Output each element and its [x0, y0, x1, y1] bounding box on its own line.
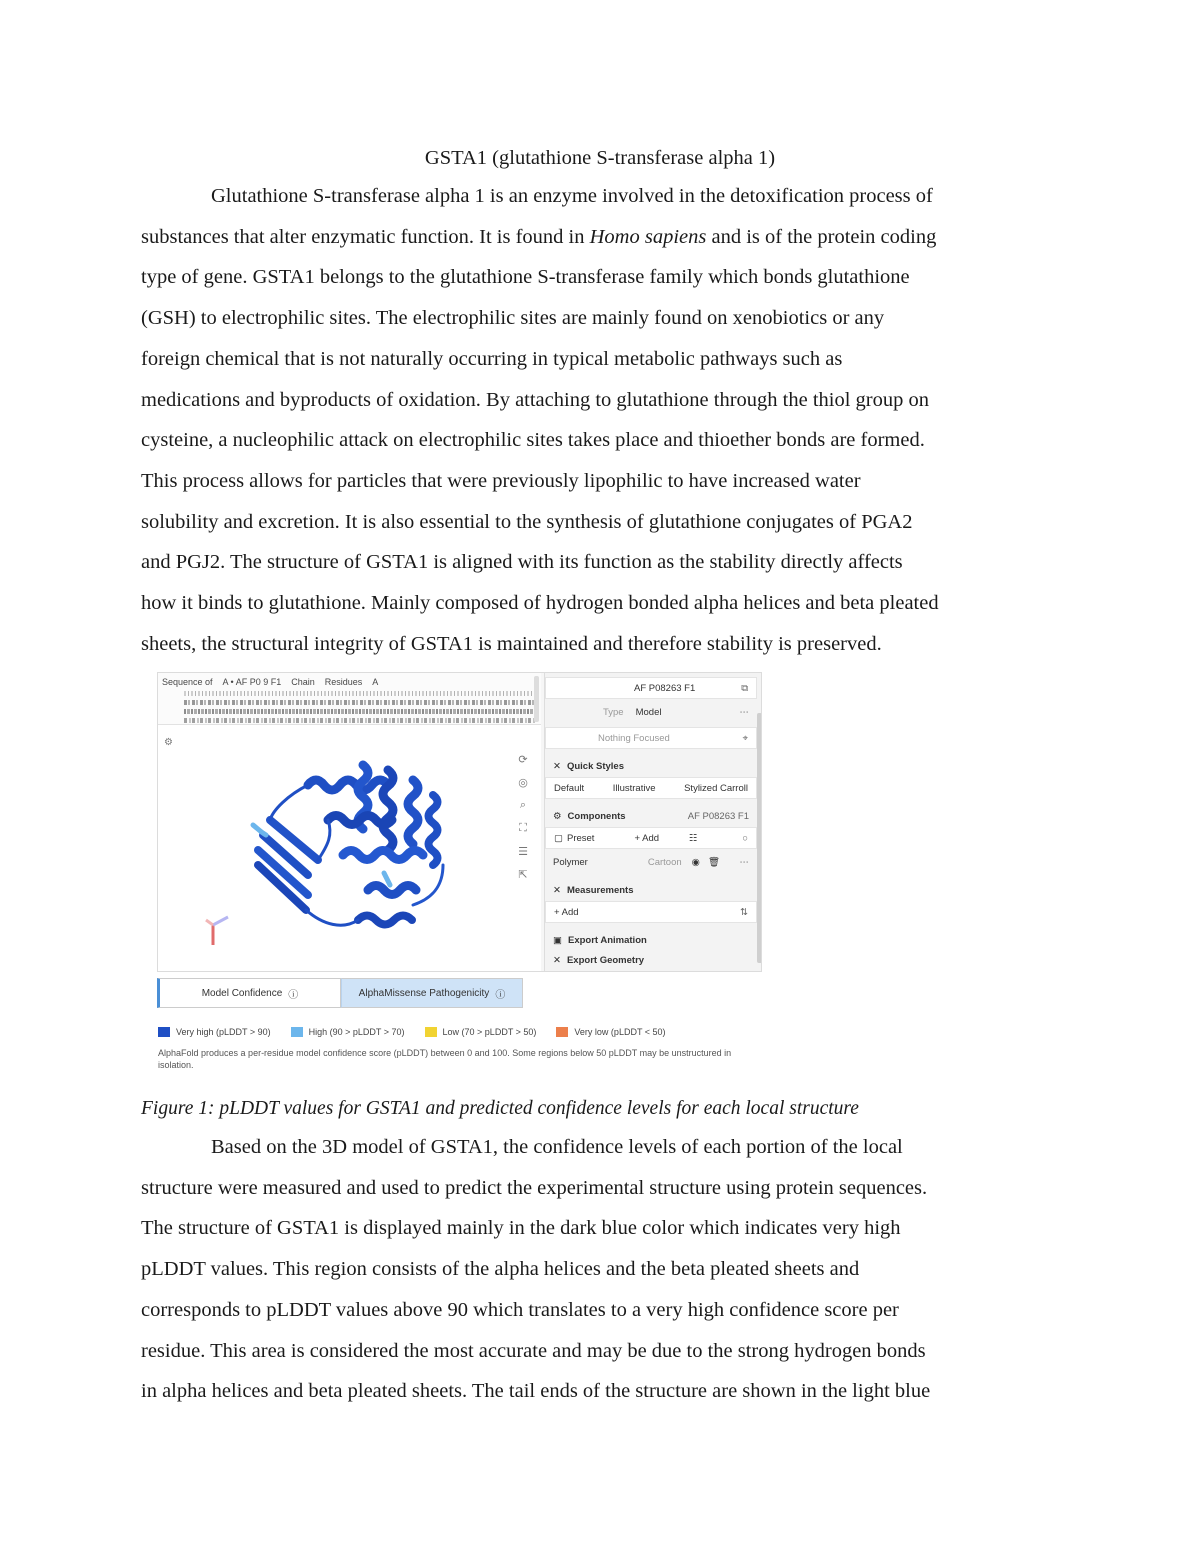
legend-item	[158, 1025, 271, 1039]
polymer-representation[interactable]: Cartoon	[647, 856, 682, 868]
sort-icon[interactable]: ⇅	[740, 906, 748, 918]
type-row	[545, 701, 757, 723]
text-line: structure were measured and used to predict the experimental structure using protein sequences.	[141, 1176, 928, 1199]
polymer-row[interactable]	[545, 851, 757, 873]
helix-segment	[368, 886, 416, 895]
preset-icon: ▢	[554, 832, 563, 844]
tail-segment	[384, 873, 390, 885]
sequence-residues[interactable]	[184, 718, 536, 723]
export-geometry-label: Export Geometry	[566, 954, 645, 966]
figure-caption: Figure 1: pLDDT values for GSTA1 and predicted confidence levels for each local structure	[141, 1098, 859, 1119]
preset-button[interactable]: Preset	[566, 832, 595, 844]
helix-segment	[308, 780, 388, 790]
sequence-chain-select[interactable]: Chain	[291, 677, 315, 687]
text-line: substances that alter enzymatic function. It is found in Homo sapiens and is of the protein coding	[141, 225, 937, 248]
tab-model-confidence[interactable]	[157, 978, 341, 1008]
tab-label: Model Confidence	[201, 987, 283, 999]
legend-item	[291, 1025, 405, 1039]
tab-alphamissense[interactable]	[341, 978, 523, 1008]
export-geometry-header[interactable]	[545, 949, 757, 971]
text-line: pLDDT values. This region consists of the alpha helices and the beta pleated sheets and	[141, 1258, 860, 1281]
viewport-toolbar	[516, 753, 530, 881]
legend-item	[556, 1025, 665, 1039]
structure-viewport[interactable]	[158, 725, 541, 971]
structure-entry[interactable]	[545, 677, 757, 699]
measurements-label: Measurements	[566, 884, 634, 896]
plddt-note: AlphaFold produces a per-residue model confidence score (pLDDT) between 0 and 100. Some regions below 50 pLDDT may be unstructured in isolation.	[158, 1048, 732, 1070]
text-line: The structure of GSTA1 is displayed mainly in the dark blue color which indicates very high	[141, 1217, 901, 1240]
text-line: residue. This area is considered the most accurate and may be due to the strong hydrogen bonds	[141, 1339, 926, 1362]
reset-camera-icon[interactable]: ⟳	[518, 754, 528, 766]
protein-cartoon	[158, 725, 541, 971]
paragraph-intro	[141, 176, 1071, 664]
focus-label: Nothing Focused	[598, 732, 670, 744]
text-line: solubility and excretion. It is also essential to the synthesis of glutathione conjugates of PGA2	[141, 510, 913, 533]
components-header[interactable]	[545, 805, 757, 827]
camera-icon: ▣	[553, 934, 562, 946]
sequence-residues[interactable]	[184, 700, 536, 705]
quick-styles-label: Quick Styles	[566, 760, 624, 772]
text-line: and PGJ2. The structure of GSTA1 is aligned with its function as the stability directly affects	[141, 551, 903, 574]
loop-segment	[306, 910, 358, 925]
structure-entry-label: AF P08263 F1	[634, 682, 696, 694]
text-line: sheets, the structural integrity of GSTA1 is maintained and therefore stability is preserved.	[141, 632, 882, 655]
loop-segment	[270, 785, 308, 820]
measurements-icon: ✕	[553, 884, 561, 896]
zoom-icon[interactable]: ⌕	[519, 799, 527, 811]
sequence-chain-id[interactable]: A	[372, 677, 379, 687]
text-line: cysteine, a nucleophilic attack on electrophilic sites takes place and thioether bonds are formed.	[141, 429, 925, 452]
text-line: (GSH) to electrophilic sites. The electrophilic sites are mainly found on xenobiotics or any	[141, 307, 885, 330]
expand-icon[interactable]: ⛶	[519, 822, 527, 834]
text-line: Based on the 3D model of GSTA1, the confidence levels of each portion of the local	[211, 1136, 903, 1158]
sequence-header	[162, 676, 538, 688]
copy-icon[interactable]: ⧉	[741, 682, 748, 694]
paragraph-analysis	[141, 1127, 1071, 1412]
measurements-header[interactable]	[545, 879, 757, 901]
sequence-entry-select[interactable]: A • AF P0 9 F1	[222, 677, 282, 687]
text-line: how it binds to glutathione. Mainly composed of hydrogen bonded alpha helices and beta pleated	[141, 592, 939, 615]
beta-strand	[270, 820, 318, 860]
helix-segment	[408, 780, 418, 844]
polymer-label: Polymer	[553, 856, 588, 868]
legend-label: Low (70 > pLDDT > 50)	[442, 1027, 537, 1037]
legend-label: Very low (pLDDT < 50)	[574, 1027, 666, 1037]
helix-segment	[429, 795, 438, 865]
components-label: Components	[567, 810, 626, 822]
delete-icon[interactable]: 🗑	[707, 856, 721, 868]
quick-styles-header[interactable]	[545, 755, 757, 777]
quick-styles-icon: ✕	[553, 760, 561, 772]
sequence-scrollbar[interactable]	[534, 676, 539, 722]
legend-label: High (90 > pLDDT > 70)	[308, 1027, 405, 1037]
export-animation-header[interactable]	[545, 929, 757, 951]
tab-label: AlphaMissense Pathogenicity	[358, 987, 490, 999]
text-line: type of gene. GSTA1 belongs to the glutathione S-transferase family which bonds glutathione	[141, 266, 910, 289]
settings-icon[interactable]: ⚙	[164, 737, 173, 748]
select-icon[interactable]: ⇱	[518, 869, 528, 881]
type-value[interactable]: Model	[635, 706, 662, 718]
confidence-legend	[158, 1025, 758, 1039]
components-icon: ⚙	[553, 810, 562, 822]
sequence-mode-select[interactable]: Residues	[324, 677, 363, 687]
geometry-icon: ✕	[553, 954, 561, 966]
export-animation-label: Export Animation	[567, 934, 647, 946]
tail-segment	[253, 825, 266, 835]
document-title: GSTA1 (glutathione S-transferase alpha 1)	[424, 147, 776, 169]
options-icon[interactable]: ☰	[518, 846, 528, 858]
legend-swatch	[556, 1027, 568, 1037]
legend-swatch	[425, 1027, 437, 1037]
text-line: Glutathione S-transferase alpha 1 is an enzyme involved in the detoxification process of	[211, 185, 933, 207]
visibility-icon[interactable]: ◉	[691, 856, 700, 868]
style-default-button[interactable]: Default	[554, 782, 585, 794]
measurements-add[interactable]	[545, 901, 757, 923]
toggle-icon[interactable]: ○	[742, 832, 748, 844]
control-panel	[544, 673, 762, 971]
helix-segment	[328, 816, 392, 825]
sequence-label: Sequence of	[162, 677, 213, 687]
focus-row[interactable]	[545, 727, 757, 749]
legend-item	[425, 1025, 537, 1039]
quick-styles-options	[545, 777, 757, 799]
focus-icon[interactable]: ⌖	[742, 732, 748, 744]
confidence-tabs	[157, 978, 523, 1008]
components-entry: AF P08263 F1	[687, 810, 749, 822]
info-icon[interactable]: ⓘ	[495, 989, 506, 1001]
type-label: Type	[603, 706, 624, 718]
text-line: medications and byproducts of oxidation. By attaching to glutathione through the thiol group on	[141, 388, 929, 411]
helix-segment	[343, 851, 423, 860]
more-icon[interactable]: ⋯	[739, 706, 749, 718]
style-custom-button[interactable]: Stylized Carroll	[684, 782, 748, 794]
legend-swatch	[291, 1027, 303, 1037]
panel-scrollbar[interactable]	[757, 713, 762, 963]
add-measurement-button[interactable]: + Add	[554, 906, 579, 918]
components-actions	[545, 827, 757, 849]
options-icon[interactable]: ☷	[689, 832, 698, 844]
screenshot-icon[interactable]: ◎	[518, 777, 528, 789]
legend-swatch	[158, 1027, 170, 1037]
axes-gizmo-icon	[206, 917, 228, 945]
text-line: in alpha helices and beta pleated sheets. The tail ends of the structure are shown in the light blue	[141, 1380, 931, 1403]
text-line: corresponds to pLDDT values above 90 which translates to a very high confidence score per	[141, 1298, 899, 1321]
style-illustrative-button[interactable]: Illustrative	[612, 782, 656, 794]
loop-segment	[318, 820, 330, 860]
legend-label: Very high (pLDDT > 90)	[176, 1027, 271, 1037]
sequence-residues[interactable]	[184, 709, 536, 714]
more-icon[interactable]: ⋯	[739, 856, 749, 868]
helix-segment	[358, 916, 412, 925]
text-line: foreign chemical that is not naturally occurring in typical metabolic pathways such as	[141, 347, 843, 370]
info-icon[interactable]: ⓘ	[288, 989, 299, 1001]
molstar-viewer-figure	[157, 672, 762, 972]
add-component-button[interactable]: + Add	[634, 832, 660, 844]
loop-segment	[413, 865, 443, 905]
sequence-panel	[158, 673, 541, 725]
text-line: This process allows for particles that were previously lipophilic to have increased water	[141, 469, 861, 492]
sequence-numbers	[184, 691, 536, 696]
